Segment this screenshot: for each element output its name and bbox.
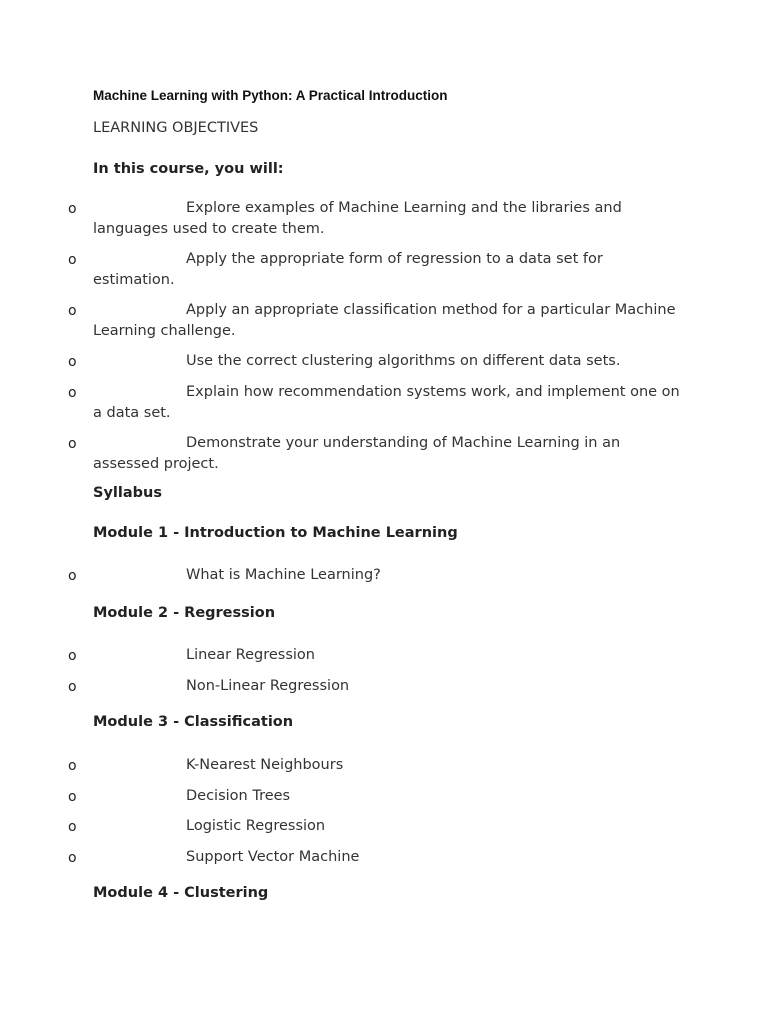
bullet-circle-icon: o — [68, 568, 77, 584]
module-heading: Module 2 - Regression — [93, 605, 276, 621]
objective-text: Explore examples of Machine Learning and the libraries and languages used to create them. — [93, 200, 622, 237]
module-item-text: Support Vector Machine — [186, 849, 360, 865]
bullet-circle-icon: o — [68, 385, 77, 401]
learning-objectives-heading: LEARNING OBJECTIVES — [93, 120, 259, 136]
bullet-circle-icon: o — [68, 436, 77, 452]
objective-text: Use the correct clustering algorithms on different data sets. — [186, 353, 621, 369]
objective-text: Demonstrate your understanding of Machine Learning in an assessed project. — [93, 435, 621, 472]
module-item-text: Decision Trees — [186, 788, 291, 804]
syllabus-heading: Syllabus — [93, 485, 162, 501]
objective-text: Apply an appropriate classification method for a particular Machine Learning challenge. — [93, 302, 676, 339]
objective-text: Explain how recommendation systems work, and implement one on a data set. — [93, 384, 680, 421]
bullet-circle-icon: o — [68, 850, 77, 866]
bullet-circle-icon: o — [68, 789, 77, 805]
objective-text: Apply the appropriate form of regression to a data set for estimation. — [93, 251, 603, 288]
bullet-circle-icon: o — [68, 758, 77, 774]
bullet-circle-icon: o — [68, 648, 77, 664]
bullet-circle-icon: o — [68, 819, 77, 835]
module-heading: Module 1 - Introduction to Machine Learning — [93, 525, 458, 541]
bullet-circle-icon: o — [68, 252, 77, 268]
bullet-circle-icon: o — [68, 679, 77, 695]
document-title: Machine Learning with Python: A Practical Introduction — [93, 88, 448, 103]
module-heading: Module 3 - Classification — [93, 714, 294, 730]
bullet-circle-icon: o — [68, 201, 77, 217]
module-heading: Module 4 - Clustering — [93, 885, 269, 901]
module-item-text: What is Machine Learning? — [186, 567, 381, 583]
module-item-text: Logistic Regression — [186, 818, 326, 834]
module-item-text: Non-Linear Regression — [186, 678, 350, 694]
module-item-text: Linear Regression — [186, 647, 315, 663]
module-item-text: K-Nearest Neighbours — [186, 757, 344, 773]
course-intro-heading: In this course, you will: — [93, 161, 284, 177]
bullet-circle-icon: o — [68, 354, 77, 370]
bullet-circle-icon: o — [68, 303, 77, 319]
